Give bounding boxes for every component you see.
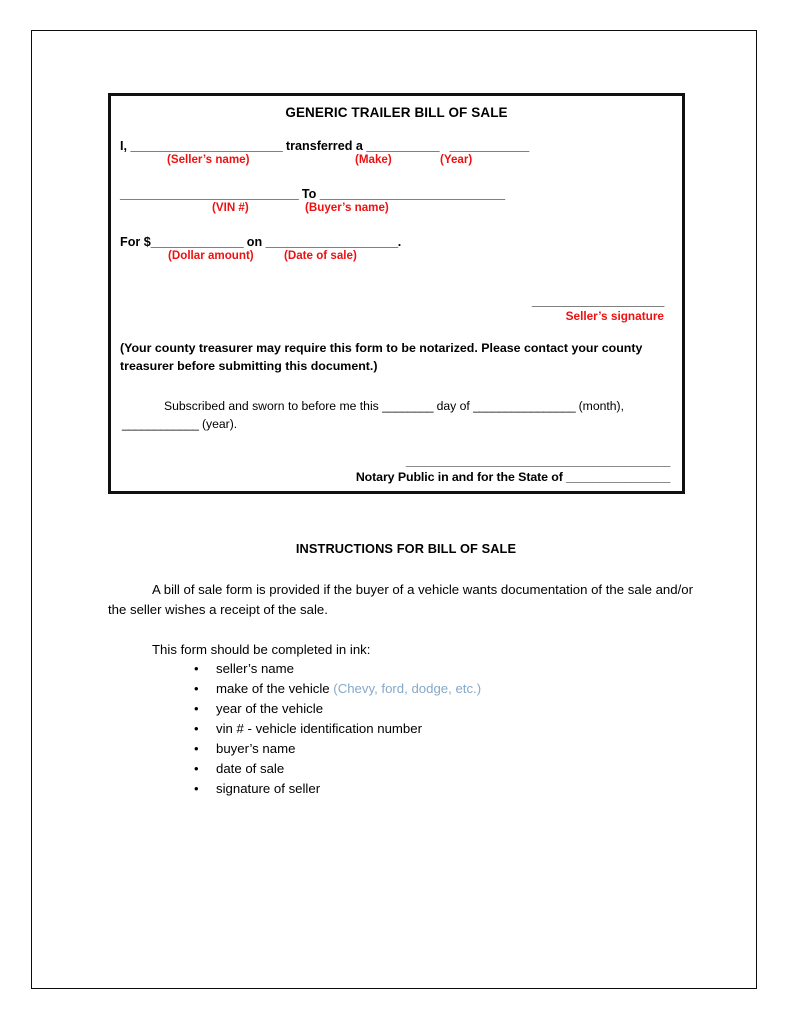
- date-of-sale-blank[interactable]: ____________________: [265, 235, 398, 249]
- seller-name-blank[interactable]: _______________________: [130, 139, 283, 153]
- line2-captions: [120, 201, 674, 217]
- notary-signature-blank[interactable]: _________________________________________: [405, 454, 670, 469]
- sworn-day-blank[interactable]: ________: [382, 398, 434, 413]
- notary-block: [120, 455, 674, 486]
- bullet-dot-icon: •: [194, 760, 199, 776]
- list-item-label: signature of seller: [216, 780, 321, 796]
- year-blank[interactable]: ____________: [449, 139, 529, 153]
- sworn-year-blank[interactable]: ____________: [122, 417, 199, 432]
- sworn-month-blank[interactable]: ________________: [473, 398, 576, 413]
- bullet-dot-icon: •: [194, 680, 199, 696]
- instructions-bullet-list: [108, 659, 708, 799]
- list-item-label: year of the vehicle: [216, 700, 324, 716]
- list-item-label: buyer’s name: [216, 740, 296, 756]
- caption-year: (Year): [440, 153, 473, 166]
- instructions-title: INSTRUCTIONS FOR BILL OF SALE: [295, 541, 517, 556]
- line1-transferred-label: transferred a: [285, 139, 363, 153]
- caption-date-of-sale: (Date of sale): [284, 249, 357, 262]
- bullet-dot-icon: •: [194, 660, 199, 676]
- buyer-name-blank[interactable]: ____________________________: [319, 187, 505, 201]
- notary-public-label: Notary Public in and for the State of: [355, 469, 563, 484]
- form-title: GENERIC TRAILER BILL OF SALE: [285, 105, 508, 120]
- instructions-paragraph-text: A bill of sale form is provided if the buyer of a vehicle wants documentation of the sale and/or the seller wishes a receipt of the sale.: [108, 582, 693, 617]
- sworn-statement: [120, 397, 674, 434]
- notary-state-blank[interactable]: ________________: [566, 469, 670, 484]
- caption-seller-name: (Seller’s name): [167, 153, 250, 166]
- list-item: [194, 699, 708, 719]
- dollar-amount-blank[interactable]: ______________: [150, 235, 244, 249]
- sworn-text-d: (year).: [201, 417, 238, 432]
- list-item: [194, 659, 708, 679]
- seller-signature-label: Seller’s signature: [565, 308, 664, 323]
- vin-buyer-line: [120, 187, 674, 201]
- line3-for-label: For $: [120, 235, 151, 249]
- line3-captions: [120, 249, 674, 265]
- line1-captions: [120, 153, 674, 169]
- seller-make-year-line: [120, 139, 674, 153]
- instructions-subheading: This form should be completed in ink:: [152, 641, 371, 657]
- vin-blank[interactable]: ___________________________: [120, 187, 299, 201]
- caption-vin: (VIN #): [212, 201, 249, 214]
- caption-buyer-name: (Buyer’s name): [305, 201, 389, 214]
- instructions-section: [108, 541, 708, 799]
- caption-make: (Make): [355, 153, 392, 166]
- list-item-label: vin # - vehicle identification number: [216, 720, 422, 736]
- list-item: [194, 739, 708, 759]
- line3-on-label: on: [246, 235, 263, 249]
- page-sheet: [31, 30, 757, 989]
- sworn-text-c: (month),: [578, 398, 625, 413]
- bullet-dot-icon: •: [194, 740, 199, 756]
- make-blank[interactable]: ___________: [366, 139, 440, 153]
- list-item: [194, 779, 708, 799]
- bullet-dot-icon: •: [194, 780, 199, 796]
- bullet-dot-icon: •: [194, 720, 199, 736]
- list-item-label: date of sale: [216, 760, 285, 776]
- list-item-label: seller’s name: [216, 660, 294, 676]
- list-item: [194, 719, 708, 739]
- list-item: [194, 759, 708, 779]
- notary-label-row: [120, 468, 670, 487]
- instructions-paragraph: [108, 580, 696, 620]
- caption-dollar-amount: (Dollar amount): [168, 249, 254, 262]
- list-item-hint: (Chevy, ford, dodge, etc.): [333, 680, 482, 696]
- bill-of-sale-form: [108, 93, 685, 494]
- notarize-note: (Your county treasurer may require this form to be notarized. Please contact your county treasurer before submitting this document.): [120, 340, 643, 373]
- list-item: [194, 679, 708, 699]
- amount-date-line: [120, 235, 674, 249]
- bullet-dot-icon: •: [194, 700, 199, 716]
- line2-to-label: To: [301, 187, 317, 201]
- form-body: [111, 139, 682, 486]
- line1-lead: I,: [120, 139, 127, 153]
- sworn-text-b: day of: [436, 398, 470, 413]
- line3-period: .: [397, 235, 402, 249]
- seller-signature-blank[interactable]: ____________________: [531, 294, 664, 308]
- sworn-text-a: Subscribed and sworn to before me this: [164, 398, 379, 413]
- list-item-label: make of the vehicle: [216, 680, 334, 696]
- seller-signature-block: [120, 295, 674, 325]
